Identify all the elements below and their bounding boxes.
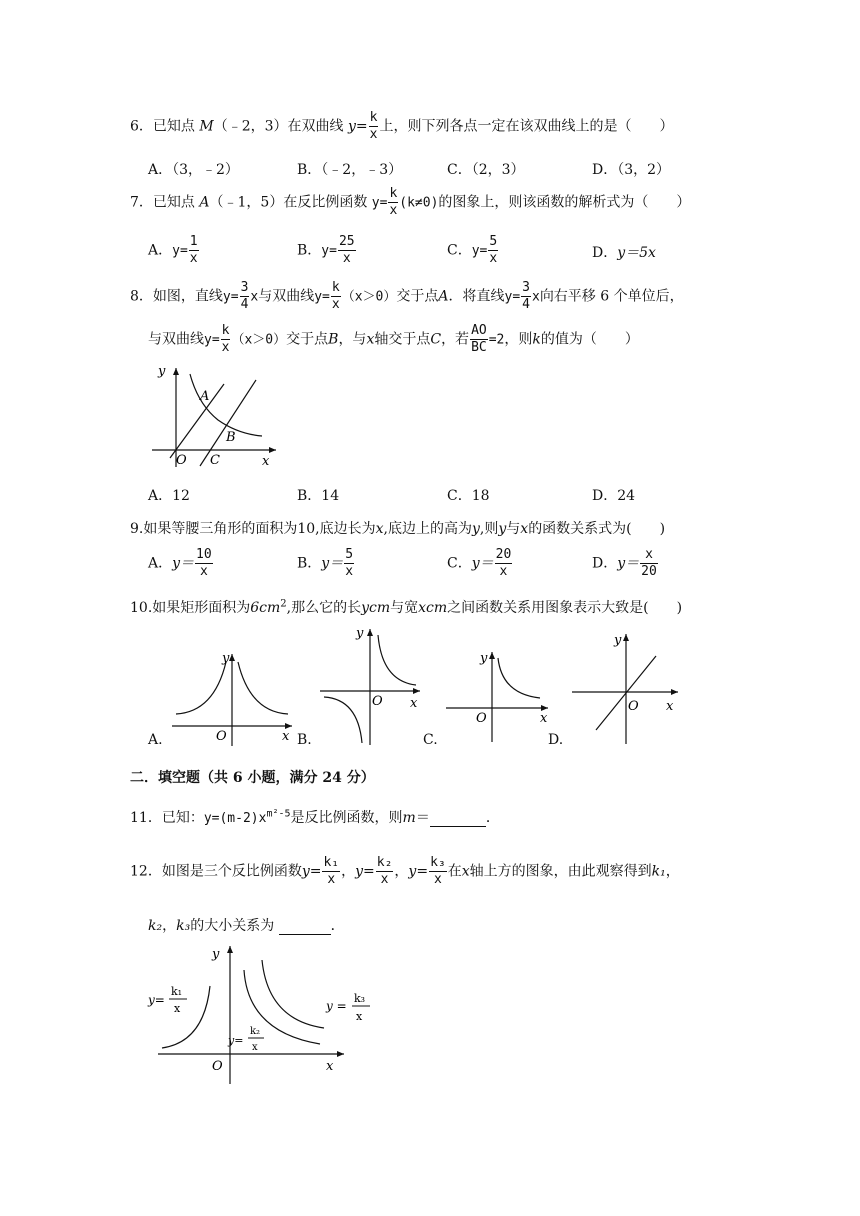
q8-stem-line2: 与双曲线y= $\frac{k}{x}$ （x＞0）交于点B，与x轴交于点C，若 $\frac{AO}{BC}$ =2，则k的值为（ ） bbox=[148, 323, 639, 355]
q11-answer-blank[interactable] bbox=[430, 810, 486, 827]
fraction: $\frac{k}{x}$ bbox=[369, 110, 378, 142]
q9-option-d[interactable]: D．y＝ $\frac{x}{20}$ bbox=[592, 547, 657, 579]
q12-fig-lab2-d: x bbox=[252, 1042, 258, 1053]
q11-stem: 11．已知：$y=(m-2)x^{m^2-5}$是反比例函数，则m＝ ． bbox=[130, 808, 500, 826]
q12-stem-line1: 12．如图是三个反比例函数y= $\frac{\text{k₁}}{x}$ ，y= $\frac{\text{k₂}}{x}$ ，y= $\frac{\text{k₃}}{x}$ 在x轴上方的图象，由此观察得到k₁， bbox=[130, 855, 680, 887]
q8-fig-b: B bbox=[226, 430, 236, 445]
q6-option-d[interactable]: D．（3，2） bbox=[592, 162, 671, 178]
q8-option-c[interactable]: C．18 bbox=[447, 488, 490, 504]
q12-fig-lab1-y: y= bbox=[148, 993, 165, 1007]
q12-fig-lab3-n: k₃ bbox=[354, 992, 366, 1005]
q8-option-d[interactable]: D．24 bbox=[592, 488, 636, 504]
q9-option-a[interactable]: A．y＝ $\frac{10}{x}$ bbox=[148, 547, 212, 579]
q10-b-o: O bbox=[372, 694, 383, 709]
q12-fig-lab2-y: y= bbox=[228, 1034, 244, 1047]
q10-c-o: O bbox=[476, 711, 487, 726]
q6-option-c[interactable]: C．（2，3） bbox=[447, 162, 525, 178]
q10-b-x: x bbox=[410, 696, 418, 711]
q12-fig-o: O bbox=[212, 1059, 223, 1074]
q8-option-b[interactable]: B．14 bbox=[297, 488, 340, 504]
q7-stem: 7．已知点 A（﹣1，5）在反比例函数 y= $\frac{k}{x}$ (k≠0)的图象上，则该函数的解析式为（ ） bbox=[130, 186, 691, 218]
q10-b-y: y bbox=[356, 626, 364, 641]
q6-option-a[interactable]: A．（3，﹣2） bbox=[148, 162, 239, 178]
q10-graph-d[interactable] bbox=[570, 630, 680, 746]
q12-fig-lab3-d: x bbox=[356, 1010, 363, 1023]
q10-stem: 10.如果矩形面积为$6cm^2$,那么它的长ycm与宽xcm之间函数关系用图象表示大致是( ) bbox=[130, 598, 683, 616]
q7-option-d[interactable]: D．y＝5x bbox=[592, 245, 656, 261]
q12-fig-lab1-n: k₁ bbox=[171, 985, 183, 998]
q6-option-b[interactable]: B．（﹣2，﹣3） bbox=[297, 162, 403, 178]
q12-figure bbox=[144, 940, 380, 1086]
q9-stem: 9.如果等腰三角形的面积为10,底边长为x,底边上的高为y,则y与x的函数关系式为( ) bbox=[130, 521, 666, 537]
q12-stem-line2: k₂，k₃的大小关系为 ． bbox=[148, 918, 345, 934]
q10-graph-c[interactable] bbox=[444, 648, 554, 744]
q8-stem-line1: 8．如图，直线y= $\frac{3}{4}$ x与双曲线y= $\frac{k}{x}$ （x＞0）交于点A．将直线y= $\frac{3}{4}$ x向右平移 6 个单位后， bbox=[130, 280, 684, 312]
q6-stem: 6．已知点 M（﹣2，3）在双曲线 y= $\frac{k}{x}$ 上，则下列各点一定在该双曲线上的是（ ） bbox=[130, 110, 674, 142]
q10-d-o: O bbox=[628, 699, 639, 714]
q7-option-c[interactable]: C．y= $\frac{5}{x}$ bbox=[447, 234, 498, 266]
q10-label-c[interactable]: C. bbox=[423, 732, 438, 748]
q10-a-x: x bbox=[282, 729, 290, 744]
q8-fig-c: C bbox=[210, 453, 220, 468]
q10-label-a[interactable]: A. bbox=[148, 732, 163, 748]
section-heading: 二．填空题（共 6 小题，满分 24 分） bbox=[130, 770, 375, 786]
q10-label-b[interactable]: B. bbox=[297, 732, 312, 748]
q10-a-o: O bbox=[216, 729, 227, 744]
q8-fig-a: A bbox=[200, 389, 210, 404]
q12-fig-lab3-y: y = bbox=[326, 999, 347, 1013]
q8-fig-o: O bbox=[176, 453, 187, 468]
q12-answer-blank[interactable] bbox=[279, 918, 331, 935]
q8-fig-y: y bbox=[158, 364, 166, 379]
q12-fig-lab1-d: x bbox=[174, 1002, 181, 1015]
q10-a-y: y bbox=[222, 651, 230, 666]
q10-graph-a[interactable] bbox=[170, 648, 300, 748]
q7-option-a[interactable]: A．y= $\frac{1}{x}$ bbox=[148, 234, 198, 266]
q10-label-d[interactable]: D. bbox=[548, 732, 564, 748]
fraction: $\frac{k}{x}$ bbox=[389, 186, 398, 218]
q10-graph-b[interactable] bbox=[318, 625, 426, 747]
q7-option-b[interactable]: B．y= $\frac{25}{x}$ bbox=[297, 234, 355, 266]
q8-figure bbox=[148, 362, 283, 472]
q10-d-y: y bbox=[614, 633, 622, 648]
q8-option-a[interactable]: A．12 bbox=[148, 488, 190, 504]
q12-fig-x: x bbox=[326, 1059, 334, 1074]
q9-option-c[interactable]: C．y＝ $\frac{20}{x}$ bbox=[447, 547, 512, 579]
q9-option-b[interactable]: B．y＝ $\frac{5}{x}$ bbox=[297, 547, 354, 579]
q10-c-y: y bbox=[480, 651, 488, 666]
q8-fig-x: x bbox=[262, 454, 270, 469]
q12-fig-lab2-n: k₂ bbox=[250, 1026, 261, 1037]
q10-c-x: x bbox=[540, 711, 548, 726]
q12-fig-y: y bbox=[212, 947, 220, 962]
q10-d-x: x bbox=[666, 699, 674, 714]
